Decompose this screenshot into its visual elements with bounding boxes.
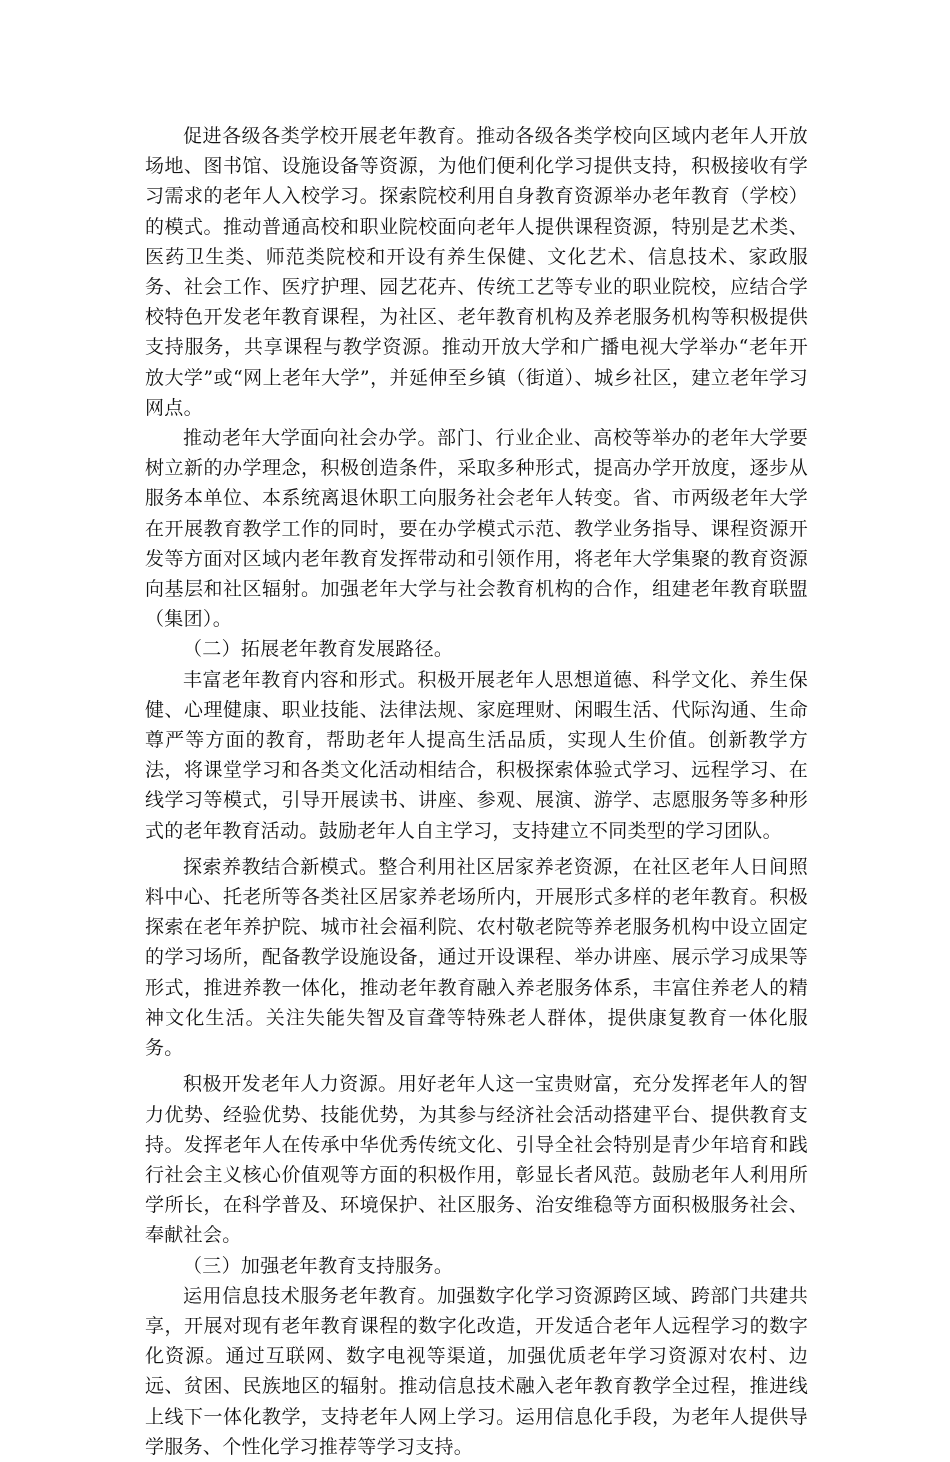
paragraph-body: 加强数字化学习资源跨区域、跨部门共建共享，开展对现有老年教育课程的数字化改造，开发适合老年人远程学习的数字化资源。通过互联网、数字电视等渠道，加强优质老年学习资源对农村、边远、贫困、民族地区的辐射。推动信息技术融入老年教育教学全过程，推进线上线下一体化教学，支持老年人网上学习。运用信息化手段，为老年人提供导学服务、个性化学习推荐等学习支持。	[145, 1284, 808, 1458]
paragraph-body: 积极开展老年人思想道德、科学文化、养生保健、心理健康、职业技能、法律法规、家庭理财、闲暇生活、代际沟通、生命尊严等方面的教育，帮助老年人提高生活品质，实现人生价值。创新教学方法，将课堂学习和各类文化活动相结合，积极探索体验式学习、远程学习、在线学习等模式，引导开展读书、讲座、参观、展演、游学、志愿服务等多种形式的老年教育活动。鼓励老年人自主学习，支持建立不同类型的学习团队。	[145, 668, 808, 842]
paragraph-lead: 运用信息技术服务老年教育。	[183, 1284, 437, 1307]
paragraph-elder-university-open	[145, 423, 808, 634]
paragraph-body: 用好老年人这一宝贵财富，充分发挥老年人的智力优势、经验优势、技能优势，为其参与经济社会活动搭建平台、提供教育支持。发挥老年人在传承中华优秀传统文化、引导全社会特别是青少年培育和践行社会主义核心价值观等方面的积极作用，彰显长者风范。鼓励老年人利用所学所长，在科学普及、环境保护、社区服务、治安维稳等方面积极服务社会、奉献社会。	[145, 1073, 808, 1247]
paragraph-school-elder-education	[145, 121, 808, 423]
paragraph-body: 推动各级各类学校向区域内老年人开放场地、图书馆、设施设备等资源，为他们便利化学习提供支持，积极接收有学习需求的老年人入校学习。探索院校利用自身教育资源举办老年教育（学校）的模式。推动普通高校和职业院校面向老年人提供课程资源，特别是艺术类、医药卫生类、师范类院校和开设有养生保健、文化艺术、信息技术、家政服务、社会工作、医疗护理、园艺花卉、传统工艺等专业的职业院校，应结合学校特色开发老年教育课程，为社区、老年教育机构及养老服务机构等积极提供支持服务，共享课程与教学资源。推动开放大学和广播电视大学举办“老年开放大学”或“网上老年大学”，并延伸至乡镇（街道）、城乡社区，建立老年学习网点。	[145, 125, 808, 419]
paragraph-enrich-content	[145, 665, 808, 846]
paragraph-body: 整合利用社区居家养老资源，在社区老年人日间照料中心、托老所等各类社区居家养老场所内，开展形式多样的老年教育。积极探索在老年养护院、城市社会福利院、农村敬老院等养老服务机构中设立固定的学习场所，配备教学设施设备，通过开设课程、举办讲座、展示学习成果等形式，推进养教一体化，推动老年教育融入养老服务体系，丰富住养老人的精神文化生活。关注失能失智及盲聋等特殊老人群体，提供康复教育一体化服务。	[145, 855, 808, 1060]
paragraph-human-resources	[145, 1069, 808, 1250]
section-heading-2: （二）拓展老年教育发展路径。	[183, 638, 454, 661]
section-heading-3: （三）加强老年教育支持服务。	[183, 1254, 454, 1277]
paragraph-information-technology	[145, 1281, 808, 1462]
paragraph-body: 部门、行业企业、高校等举办的老年大学要树立新的办学理念，积极创造条件，采取多种形式，提高办学开放度，逐步从服务本单位、本系统离退休职工向服务社会老年人转变。省、市两级老年大学在开展教育教学工作的同时，要在办学模式示范、教学业务指导、课程资源开发等方面对区域内老年教育发挥带动和引领作用，将老年大学集聚的教育资源向基层和社区辐射。加强老年大学与社会教育机构的合作，组建老年教育联盟（集团）。	[145, 427, 808, 631]
paragraph-lead: 丰富老年教育内容和形式。	[183, 668, 418, 691]
paragraph-lead: 积极开发老年人力资源。	[183, 1073, 398, 1096]
paragraph-lead: 促进各级各类学校开展老年教育。	[183, 125, 477, 147]
paragraph-lead: 推动老年大学面向社会办学。	[183, 427, 437, 450]
document-page	[145, 121, 808, 1462]
paragraph-care-education-model	[145, 852, 808, 1063]
paragraph-lead: 探索养教结合新模式。	[183, 855, 379, 878]
